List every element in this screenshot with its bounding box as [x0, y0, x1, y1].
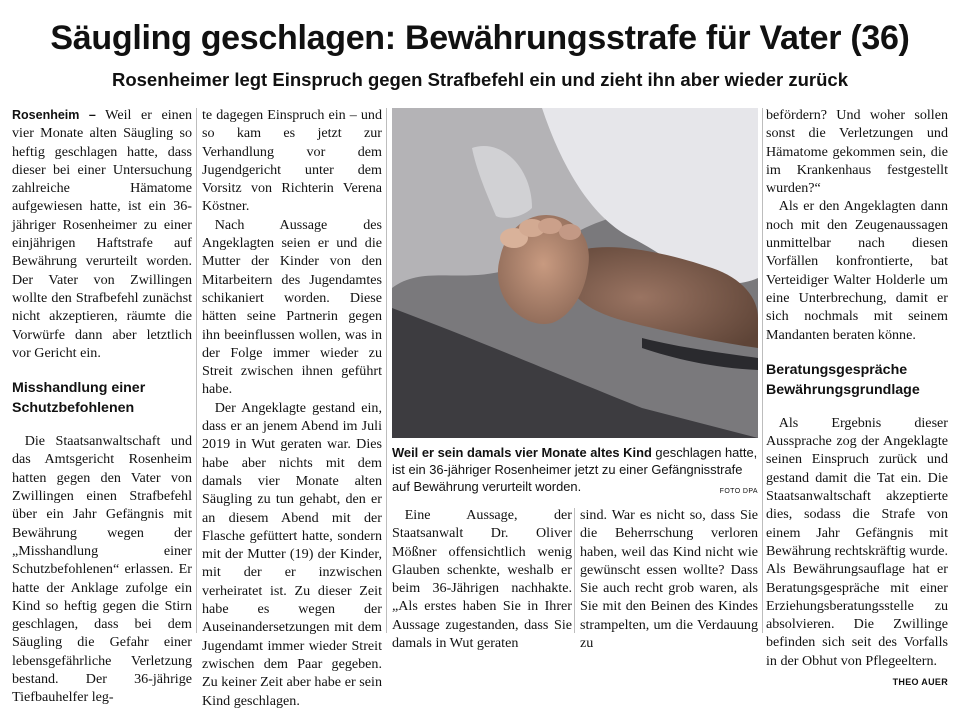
- body-paragraph: Nach Aussage des Angeklagten seien er und die Mutter der Kinder von den Mitarbeitern des Jugendamtes schikaniert worden. Diese hätten seine Partnerin gegen ihn beeinflussen wollen, was in der Folge immer wieder zu Streit zwischen ihnen geführt habe.: [202, 216, 382, 398]
- author-byline: THEO AUER: [892, 677, 948, 688]
- body-paragraph: te dagegen Einspruch ein – und so kam es jetzt zur Verhandlung vor dem Jugendgericht unter dem Vorsitz von Richterin Verena Köstner.: [202, 107, 382, 215]
- body-paragraph: sind. War es nicht so, dass Sie die Beherrschung verloren haben, weil das Kind nicht wie gewünscht essen wollte? Dass Sie auch recht grob waren, als Sie mit den Beinen des Kindes strampelten, um die Verdauung zu: [580, 507, 758, 652]
- article-column-1: [12, 106, 192, 707]
- body-paragraph: Als Ergebnis dieser Aussprache zog der Angeklagte seinen Einspruch zurück und gestand damit die Tat ein. Die Staatsanwaltschaft akzeptierte dies, sodass die Strafe von einem Jahr Gefängnis mit Bewährung rechtskräftig wurde. Als Bewährungsauflage hat er Beratungsgespräche mit einer Erziehungsberatungsstelle zu absolvieren. Die Zwillinge befinden sich seit des Vorfalls in der Obhut von Pflegeeltern.: [766, 414, 948, 669]
- dateline: Rosenheim –: [12, 108, 96, 122]
- article-column-3: [392, 506, 572, 652]
- column-divider: [196, 108, 197, 633]
- photo-caption: [392, 444, 758, 500]
- body-paragraph: Eine Aussage, der Staatsanwalt Dr. Oliver Mößner offensichtlich wenig Glauben schenkte, weshalb er beim 36-Jährigen nachhakte. „Als erstes haben Sie in Ihrer Aussage zugestanden, dass Sie damals in Wut geraten: [392, 507, 572, 652]
- body-paragraph: Die Staatsanwaltschaft und das Amtsgericht Rosenheim hatten gegen den Vater von Zwillingen einen Strafbefehl über ein Jahr Gefängnis mit Bewährung wegen der „Misshandlung einer Schutzbefohlenen“ erlassen. Er hatte der Anklage zufolge ein Kind so heftig gegen die Stirn geschlagen, dass bei dem Säugling die Gefahr einer lebensgefährliche Verletzung bestand. Der 36-jährige Tiefbauhelfer leg-: [12, 433, 192, 706]
- column-divider: [386, 108, 387, 633]
- baby-hand-photo: [392, 108, 758, 438]
- column-divider: [574, 508, 575, 633]
- subheadline: Rosenheimer legt Einspruch gegen Strafbefehl ein und zieht ihn aber wieder zurück: [111, 69, 849, 90]
- body-paragraph: Der Angeklagte gestand ein, dass er an jenem Abend im Juli 2019 in Wut geraten war. Dies habe aber nichts mit dem damals vier Monate alten Säugling zu tun gehabt, den er an diesem Abend mit der Flasche gefüttert hatte, sondern mit der Mutter (19) der Kinder, mit der er inzwischen verheiratet ist. Zu dieser Zeit habe es wegen der Auseinandersetzungen mit dem Jugendamt immer wieder Streit zwischen dem Paar gegeben. Zu keiner Zeit aber habe er sein Kind geschlagen.: [202, 399, 382, 709]
- headline: Säugling geschlagen: Bewährungsstrafe für Vater (36): [50, 19, 910, 57]
- article-column-2: [202, 106, 382, 710]
- news-photo: [392, 108, 758, 438]
- body-paragraph: Als er den Angeklagten dann noch mit den Zeugenaussagen unmittelbar nach diesen Vorfällen konfrontierte, bat Verteidiger Walter Holderle um eine Unterbrechung, damit er sich nochmals mit seinem Mandanten beraten könne.: [766, 198, 948, 343]
- caption-text: geschlagen hatte, ist ein 36-jähriger Rosenheimer jetzt zu einer Gefängnisstrafe auf Bewährung verurteilt worden.: [392, 445, 758, 494]
- caption-lead: Weil er sein damals vier Monate altes Kind: [392, 445, 652, 460]
- column-divider: [762, 108, 763, 633]
- body-paragraph: befördern? Und woher sollen sonst die Verletzungen und Hämatome gekommen sein, die im Krankenhaus festgestellt wurden?“: [766, 107, 948, 197]
- lead-paragraph: Rosenheim – Weil er einen vier Monate alten Säugling so heftig geschlagen hatte, dass dieser bei einer Untersuchung zahlreiche Hämatome aufgewiesen hatte, ist ein 36-jähriger Rosenheimer zu einer einjährigen Haftstrafe auf Bewährung verurteilt worden. Der Vater von Zwillingen wollte den Strafbefehl zunächst nicht akzeptieren, räumte die Vorwürfe dann aber letztlich vor Gericht ein.: [12, 107, 192, 361]
- article-column-4: [580, 506, 758, 652]
- article-column-5: [766, 106, 948, 691]
- subheading-beratungsgespraeche: Beratungsgespräche Bewährungsgrundlage: [766, 361, 920, 398]
- photo-credit: FOTO DPA: [719, 488, 758, 495]
- subheading-misshandlung: Misshandlung einer Schutzbefohlenen: [12, 380, 146, 417]
